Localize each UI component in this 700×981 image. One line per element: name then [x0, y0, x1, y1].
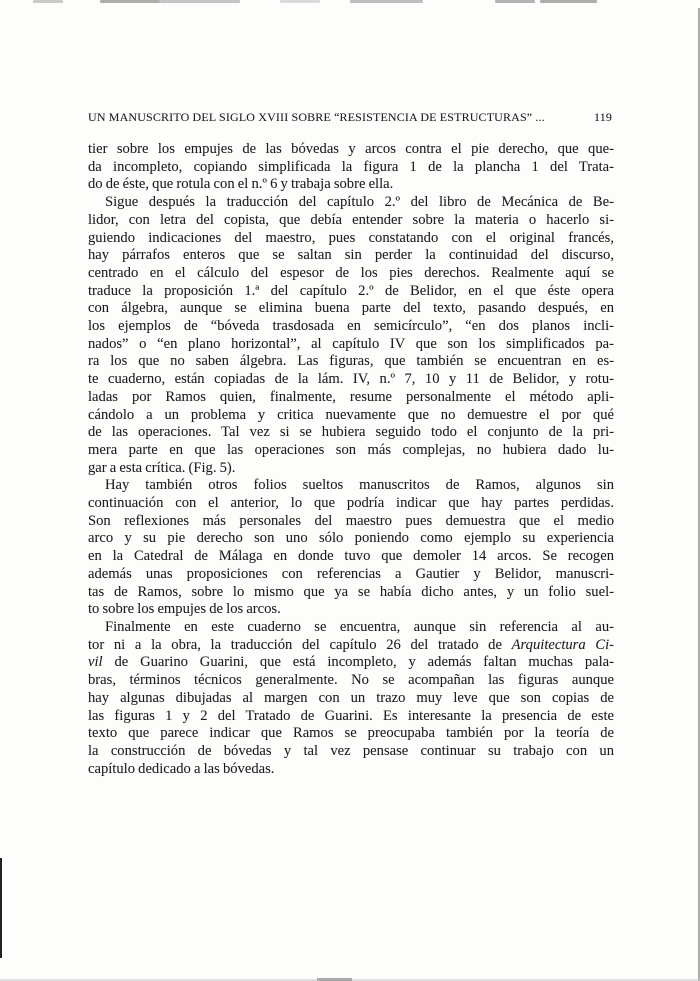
page-body — [88, 141, 614, 778]
text-line: hay algunas dibujadas al margen con un trazo muy leve que son copias de — [88, 689, 614, 706]
text-line: tor ni a la obra, la traducción del capítulo 26 del tratado de Arquitectura Ci- — [88, 636, 614, 653]
text-line: tier sobre los empujes de las bóvedas y arcos contra el pie derecho, que que- — [88, 141, 614, 157]
running-header — [88, 110, 612, 125]
text-line: nados” o “en plano horizontal”, al capítulo IV que son los simplificados pa- — [88, 335, 614, 352]
scan-artifact-left-edge — [0, 858, 2, 958]
scan-artifact-top-dash — [33, 0, 63, 3]
text-line: mera parte en que las operaciones son más complejas, no hubiera dado lu- — [88, 441, 614, 458]
text-line: centrado en el cálculo del espesor de los pies derechos. Realmente aquí se — [88, 264, 614, 281]
text-line: tas de Ramos, sobre lo mismo que ya se había dicho antes, y un folio suel- — [88, 583, 614, 600]
scan-artifact-top-dash — [540, 0, 597, 3]
text-line: ladas por Ramos quien, finalmente, resume personalmente el método apli- — [88, 388, 614, 405]
text-line: lidor, con letra del copista, que debía entender sobre la materia o hacerlo si- — [88, 211, 614, 228]
text-line: Sigue después la traducción del capítulo 2.º del libro de Mecánica de Be- — [105, 194, 614, 211]
paragraph — [88, 141, 614, 194]
text-line: bras, términos técnicos generalmente. No se acompañan las figuras aunque — [88, 672, 614, 689]
text-line: te cuaderno, están copiadas de la lám. IV, n.º 7, 10 y 11 de Belidor, y rotu- — [88, 371, 614, 388]
text-line: capítulo dedicado a las bóvedas. — [88, 760, 275, 777]
text-line: vil de Guarino Guarini, que está incompleto, y además faltan muchas pala- — [88, 654, 614, 671]
text-line: traduce la proposición 1.ª del capítulo 2.º de Belidor, en el que éste opera — [88, 282, 614, 299]
text-line: ra los que no saben álgebra. Las figuras, que también se encuentran en es- — [88, 353, 614, 370]
text-line: arco y su pie derecho son uno sólo poniendo como ejemplo su experiencia — [88, 530, 614, 547]
text-line: cándolo a un problema y critica nuevamente que no demuestre el por qué — [88, 406, 614, 423]
paragraph — [88, 477, 614, 619]
text-line: las figuras 1 y 2 del Tratado de Guarini. Es interesante la presencia de este — [88, 707, 614, 724]
text-line: continuación con el anterior, lo que podría indicar que hay partes perdidas. — [88, 495, 614, 512]
scan-artifact-top-dash — [280, 0, 320, 3]
text-line: en la Catedral de Málaga en donde tuvo que demoler 14 arcos. Se recogen — [88, 548, 614, 565]
text-line: to sobre los empujes de los arcos. — [88, 601, 281, 618]
text-line: gar a esta crítica. (Fig. 5). — [88, 459, 236, 476]
text-line: hay párrafos enteros que se saltan sin perder la continuidad del discurso, — [88, 247, 614, 264]
scan-artifact-top-dash — [495, 0, 535, 3]
text-line: do de éste, que rotula con el n.º 6 y trabaja sobre ella. — [88, 176, 394, 193]
scan-artifact-top-dash — [100, 0, 160, 3]
paragraph — [88, 194, 614, 477]
text-line: Finalmente en este cuaderno se encuentra, aunque sin referencia al au- — [105, 618, 614, 635]
text-line: la construcción de bóvedas y tal vez pensase continuar su trabajo con un — [88, 742, 614, 759]
page-number: 119 — [593, 110, 612, 124]
text-line: da incompleto, copiando simplificada la figura 1 de la plancha 1 del Trata- — [88, 158, 614, 175]
text-line: además unas proposiciones con referencias a Gautier y Belidor, manuscri- — [88, 565, 614, 582]
text-line: los ejemplos de “bóveda trasdosada en semicírculo”, “en dos planos incli- — [88, 318, 614, 335]
text-line: Son reflexiones más personales del maestro pues demuestra que el medio — [88, 512, 614, 529]
text-line: texto que parece indicar que Ramos se preocupaba también por la teoría de — [88, 725, 614, 742]
text-line: guiendo indicaciones del maestro, pues constatando con el original francés, — [88, 229, 614, 246]
text-line: con álgebra, aunque se elimina buena parte del texto, pasando después, en — [88, 300, 614, 317]
header-title: UN MANUSCRITO DEL SIGLO XVIII SOBRE “RESISTENCIA DE ESTRUCTURAS” ... — [88, 110, 545, 124]
text-line: de las operaciones. Tal vez si se hubiera seguido todo el conjunto de la pri- — [88, 424, 614, 441]
scan-artifact-top-dash — [350, 0, 423, 3]
text-line: Hay también otros folios sueltos manuscritos de Ramos, algunos sin — [105, 477, 614, 494]
scan-artifact-top-dash — [160, 0, 240, 3]
paragraph — [88, 619, 614, 778]
